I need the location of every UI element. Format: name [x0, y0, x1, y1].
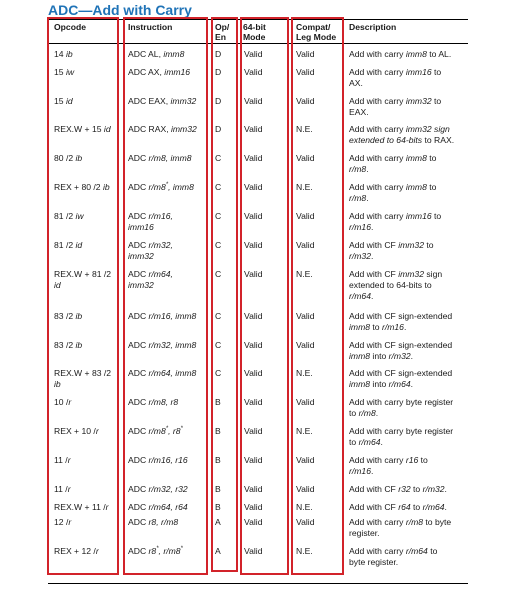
cell-64bit-mode: Valid [244, 240, 263, 250]
cell-opcode: REX + 10 /r [54, 426, 99, 436]
cell-64bit-mode: Valid [244, 211, 263, 221]
cell-opcode: 81 /2 id [54, 240, 83, 250]
cell-opcode: 11 /r [54, 455, 71, 465]
cell-op-en: B [215, 484, 221, 494]
cell-opcode: 11 /r [54, 484, 71, 494]
cell-description: Add with carry imm32 sign extended to 64-bits to RAX. [349, 124, 455, 145]
cell-description: Add with carry byte register to r/m8. [349, 397, 454, 418]
cell-opcode: 83 /2 ib [54, 340, 83, 350]
header-description: Description [349, 22, 397, 32]
cell-op-en: A [215, 546, 221, 556]
cell-64bit-mode: Valid [244, 546, 263, 556]
cell-64bit-mode: Valid [244, 182, 263, 192]
cell-opcode: 12 /r [54, 517, 72, 527]
cell-op-en: B [215, 426, 221, 436]
header-opcode: Opcode [54, 22, 86, 32]
cell-description: Add with CF sign-extended imm8 to r/m16. [349, 311, 453, 332]
cell-opcode: 83 /2 ib [54, 311, 83, 321]
cell-op-en: D [215, 67, 222, 77]
page-title: ADC—Add with Carry [48, 2, 192, 18]
cell-description: Add with CF r32 to r/m32. [349, 484, 447, 494]
cell-instruction: ADC AX, imm16 [128, 67, 191, 77]
highlight-box-opcode [47, 17, 119, 575]
cell-op-en: B [215, 502, 221, 512]
cell-description: Add with carry imm8 to r/m8. [349, 153, 437, 174]
cell-op-en: C [215, 340, 222, 350]
cell-opcode: REX + 80 /2 ib [54, 182, 110, 192]
cell-compat-leg-mode: N.E. [296, 368, 313, 378]
cell-opcode: REX + 12 /r [54, 546, 99, 556]
cell-compat-leg-mode: N.E. [296, 269, 313, 279]
cell-compat-leg-mode: Valid [296, 484, 315, 494]
cell-opcode: 14 ib [54, 49, 73, 59]
cell-description: Add with CF imm32 to r/m32. [349, 240, 434, 261]
cell-description: Add with CF sign-extended imm8 into r/m64. [349, 368, 453, 389]
cell-opcode: REX.W + 11 /r [54, 502, 109, 512]
cell-instruction: ADC r/m32, r32 [128, 484, 188, 494]
cell-op-en: C [215, 311, 222, 321]
cell-description: Add with carry r/m8 to byte register. [349, 517, 452, 538]
cell-compat-leg-mode: Valid [296, 67, 315, 77]
cell-op-en: C [215, 240, 222, 250]
cell-description: Add with CF sign-extended imm8 into r/m32. [349, 340, 453, 361]
cell-compat-leg-mode: Valid [296, 240, 315, 250]
cell-instruction: ADC r/m16, r16 [128, 455, 188, 465]
cell-64bit-mode: Valid [244, 368, 263, 378]
cell-op-en: D [215, 49, 222, 59]
cell-opcode: 15 id [54, 96, 73, 106]
highlight-box-compat-leg-mode [291, 17, 344, 575]
cell-64bit-mode: Valid [244, 96, 263, 106]
cell-opcode: 15 iw [54, 67, 75, 77]
cell-64bit-mode: Valid [244, 502, 263, 512]
highlight-box-instruction [123, 17, 208, 575]
cell-instruction: ADC r/m16, imm16 [128, 211, 173, 232]
cell-description: Add with carry imm8 to r/m8. [349, 182, 437, 203]
cell-64bit-mode: Valid [244, 484, 263, 494]
cell-op-en: D [215, 96, 222, 106]
cell-compat-leg-mode: N.E. [296, 502, 313, 512]
cell-compat-leg-mode: N.E. [296, 426, 313, 436]
cell-instruction: ADC r/m64, r64 [128, 502, 188, 512]
cell-opcode: REX.W + 15 id [54, 124, 111, 134]
cell-opcode: 81 /2 iw [54, 211, 84, 221]
cell-instruction: ADC r/m8, r8 [128, 397, 179, 407]
cell-compat-leg-mode: Valid [296, 211, 315, 221]
cell-description: Add with carry r16 to r/m16. [349, 455, 428, 476]
cell-op-en: A [215, 517, 221, 527]
cell-compat-leg-mode: Valid [296, 455, 315, 465]
cell-description: Add with carry r/m64 to byte register. [349, 546, 438, 567]
cell-compat-leg-mode: Valid [296, 517, 315, 527]
cell-instruction: ADC r/m8, imm8 [128, 153, 192, 163]
cell-compat-leg-mode: N.E. [296, 124, 313, 134]
cell-64bit-mode: Valid [244, 153, 263, 163]
cell-compat-leg-mode: N.E. [296, 182, 313, 192]
header-compat-leg-mode: Compat/ Leg Mode [296, 22, 337, 42]
cell-64bit-mode: Valid [244, 311, 263, 321]
header-op-en: Op/ En [215, 22, 230, 42]
cell-instruction: ADC r/m8*, r8* [128, 426, 183, 436]
cell-instruction: ADC r8*, r/m8* [128, 546, 183, 556]
cell-instruction: ADC r/m32, imm8 [128, 340, 197, 350]
cell-description: Add with carry imm16 to r/m16. [349, 211, 442, 232]
cell-64bit-mode: Valid [244, 124, 263, 134]
cell-instruction: ADC r/m64, imm8 [128, 368, 197, 378]
cell-instruction: ADC r/m32, imm32 [128, 240, 173, 261]
cell-op-en: C [215, 153, 222, 163]
cell-instruction: ADC r/m64, imm32 [128, 269, 173, 290]
cell-description: Add with carry byte register to r/m64. [349, 426, 454, 447]
cell-opcode: 10 /r [54, 397, 72, 407]
cell-description: Add with CF imm32 sign extended to 64-bits to r/m64. [349, 269, 443, 301]
cell-op-en: B [215, 455, 221, 465]
cell-compat-leg-mode: Valid [296, 397, 315, 407]
cell-instruction: ADC r/m8*, imm8 [128, 182, 194, 192]
cell-op-en: D [215, 124, 222, 134]
cell-64bit-mode: Valid [244, 455, 263, 465]
cell-64bit-mode: Valid [244, 67, 263, 77]
cell-64bit-mode: Valid [244, 517, 263, 527]
cell-description: Add with CF r64 to r/m64. [349, 502, 447, 512]
header-instruction: Instruction [128, 22, 173, 32]
highlight-box-64bit-mode [240, 17, 289, 575]
cell-instruction: ADC r8, r/m8 [128, 517, 179, 527]
cell-opcode: REX.W + 81 /2 id [54, 269, 112, 290]
cell-compat-leg-mode: Valid [296, 49, 315, 59]
cell-compat-leg-mode: Valid [296, 311, 315, 321]
cell-compat-leg-mode: Valid [296, 340, 315, 350]
cell-64bit-mode: Valid [244, 269, 263, 279]
cell-instruction: ADC RAX, imm32 [128, 124, 197, 134]
cell-op-en: C [215, 269, 222, 279]
highlight-box-op-en [211, 17, 238, 572]
cell-description: Add with carry imm32 to EAX. [349, 96, 442, 117]
cell-instruction: ADC r/m16, imm8 [128, 311, 197, 321]
table-bottom-rule [48, 583, 468, 584]
cell-description: Add with carry imm16 to AX. [349, 67, 442, 88]
cell-description: Add with carry imm8 to AL. [349, 49, 452, 59]
cell-op-en: C [215, 182, 222, 192]
cell-instruction: ADC EAX, imm32 [128, 96, 197, 106]
cell-opcode: REX.W + 83 /2 ib [54, 368, 112, 389]
cell-instruction: ADC AL, imm8 [128, 49, 185, 59]
cell-64bit-mode: Valid [244, 340, 263, 350]
cell-64bit-mode: Valid [244, 49, 263, 59]
cell-op-en: C [215, 368, 222, 378]
cell-op-en: C [215, 211, 222, 221]
cell-compat-leg-mode: Valid [296, 153, 315, 163]
cell-compat-leg-mode: Valid [296, 96, 315, 106]
cell-op-en: B [215, 397, 221, 407]
cell-64bit-mode: Valid [244, 426, 263, 436]
cell-64bit-mode: Valid [244, 397, 263, 407]
cell-opcode: 80 /2 ib [54, 153, 83, 163]
cell-compat-leg-mode: N.E. [296, 546, 313, 556]
header-64bit-mode: 64-bit Mode [243, 22, 266, 42]
